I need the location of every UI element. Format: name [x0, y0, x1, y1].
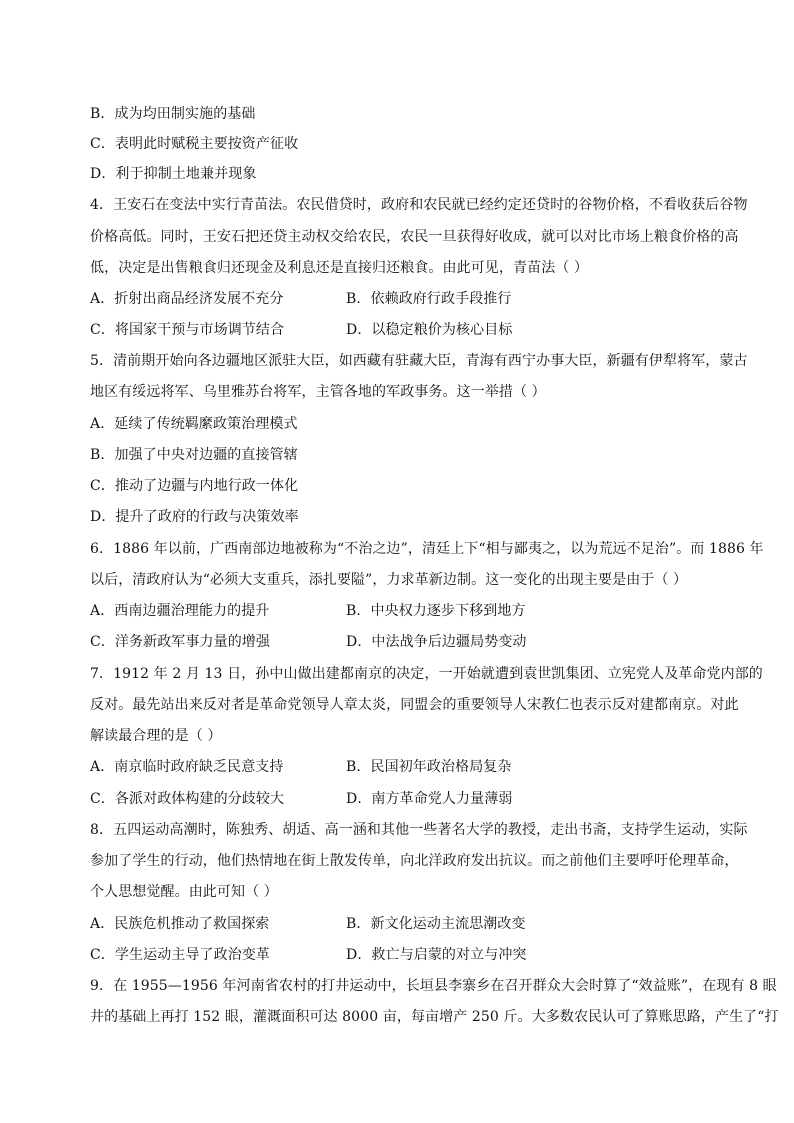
q7-option-d: D．南方革命党人力量薄弱: [346, 791, 513, 807]
q7-option-a: A．南京临时政府缺乏民意支持: [90, 759, 284, 775]
q6-option-d: D．中法战争后边疆局势变动: [346, 634, 527, 650]
q9-stem-line-1: 9．在 1955—1956 年河南省农村的打井运动中，长垣县李寨乡在召开群众大会时算了“效益账”，在现有 8 眼: [90, 978, 777, 994]
q8-option-c: C．学生运动主导了政治变革: [90, 947, 271, 963]
q6-stem-line-1: 6．1886 年以前，广西南部边地被称为“不治之边”，清廷上下“相与鄙夷之，以为荒远不足治”。而 1886 年: [90, 541, 764, 557]
q3-option-c: C．表明此时赋税主要按资产征收: [90, 136, 299, 152]
q6-stem-line-2: 以后，清政府认为“必须大支重兵，添扎要隘”，力求革新边制。这一变化的出现主要是由于（ ）: [90, 572, 688, 588]
q8-option-d: D．救亡与启蒙的对立与冲突: [346, 947, 527, 963]
q6-option-a: A．西南边疆治理能力的提升: [90, 603, 270, 619]
q4-option-a: A．折射出商品经济发展不充分: [90, 291, 284, 307]
q7-stem-line-1: 7．1912 年 2 月 13 日，孙中山做出建都南京的决定，一开始就遭到袁世凯集团、立宪党人及革命党内部的: [90, 666, 763, 682]
q4-option-d: D．以稳定粮价为核心目标: [346, 322, 513, 338]
q5-stem-line-2: 地区有绥远将军、乌里雅苏台将军，主管各地的军政事务。这一举措（ ）: [90, 384, 546, 400]
q4-stem-line-3: 低，决定是出售粮食归还现金及利息还是直接归还粮食。由此可见，青苗法（ ）: [90, 260, 589, 276]
q4-option-b: B．依赖政府行政手段推行: [346, 291, 512, 307]
q8-stem-line-3: 个人思想觉醒。由此可知（ ）: [90, 884, 278, 900]
q4-stem-line-2: 价格高低。同时，王安石把还贷主动权交给农民，农民一旦获得好收成，就可以对比市场上粮食价格的高: [90, 229, 739, 245]
q8-option-a: A．民族危机推动了救国探索: [90, 916, 270, 932]
q8-stem-line-1: 8．五四运动高潮时，陈独秀、胡适、高一涵和其他一些著名大学的教授，走出书斋，支持学生运动，实际: [90, 822, 748, 838]
q5-stem-line-1: 5．清前期开始向各边疆地区派驻大臣，如西藏有驻藏大臣，青海有西宁办事大臣，新疆有伊犁将军，蒙古: [90, 353, 748, 369]
q4-stem-line-1: 4．王安石在变法中实行青苗法。农民借贷时，政府和农民就已经约定还贷时的谷物价格，不看收获后谷物: [90, 197, 748, 213]
q4-option-c: C．将国家干预与市场调节结合: [90, 322, 285, 338]
q3-option-d: D．利于抑制土地兼并现象: [90, 166, 257, 182]
q7-stem-line-3: 解读最合理的是（ ）: [90, 728, 222, 744]
q5-option-b: B．加强了中央对边疆的直接管辖: [90, 447, 298, 463]
q5-option-c: C．推动了边疆与内地行政一体化: [90, 478, 299, 494]
q9-stem-line-2: 井的基础上再打 152 眼，灌溉面积可达 8000 亩，每亩增产 250 斤。大多数农民认可了算账思路，产生了“打: [90, 1009, 779, 1025]
q5-option-d: D．提升了政府的行政与决策效率: [90, 509, 299, 525]
q7-option-b: B．民国初年政治格局复杂: [346, 759, 512, 775]
q7-stem-line-2: 反对。最先站出来反对者是革命党领导人章太炎，同盟会的重要领导人宋教仁也表示反对建都南京。对此: [90, 697, 739, 713]
q8-stem-line-2: 参加了学生的行动，他们热情地在街上散发传单，向北洋政府发出抗议。而之前他们主要呼吁伦理革命，: [90, 853, 739, 869]
q8-option-b: B．新文化运动主流思潮改变: [346, 916, 526, 932]
q7-option-c: C．各派对政体构建的分歧较大: [90, 791, 285, 807]
q5-option-a: A．延续了传统羁縻政策治理模式: [90, 416, 298, 432]
q6-option-b: B．中央权力逐步下移到地方: [346, 603, 526, 619]
q3-option-b: B．成为均田制实施的基础: [90, 106, 256, 122]
q6-option-c: C．洋务新政军事力量的增强: [90, 634, 271, 650]
